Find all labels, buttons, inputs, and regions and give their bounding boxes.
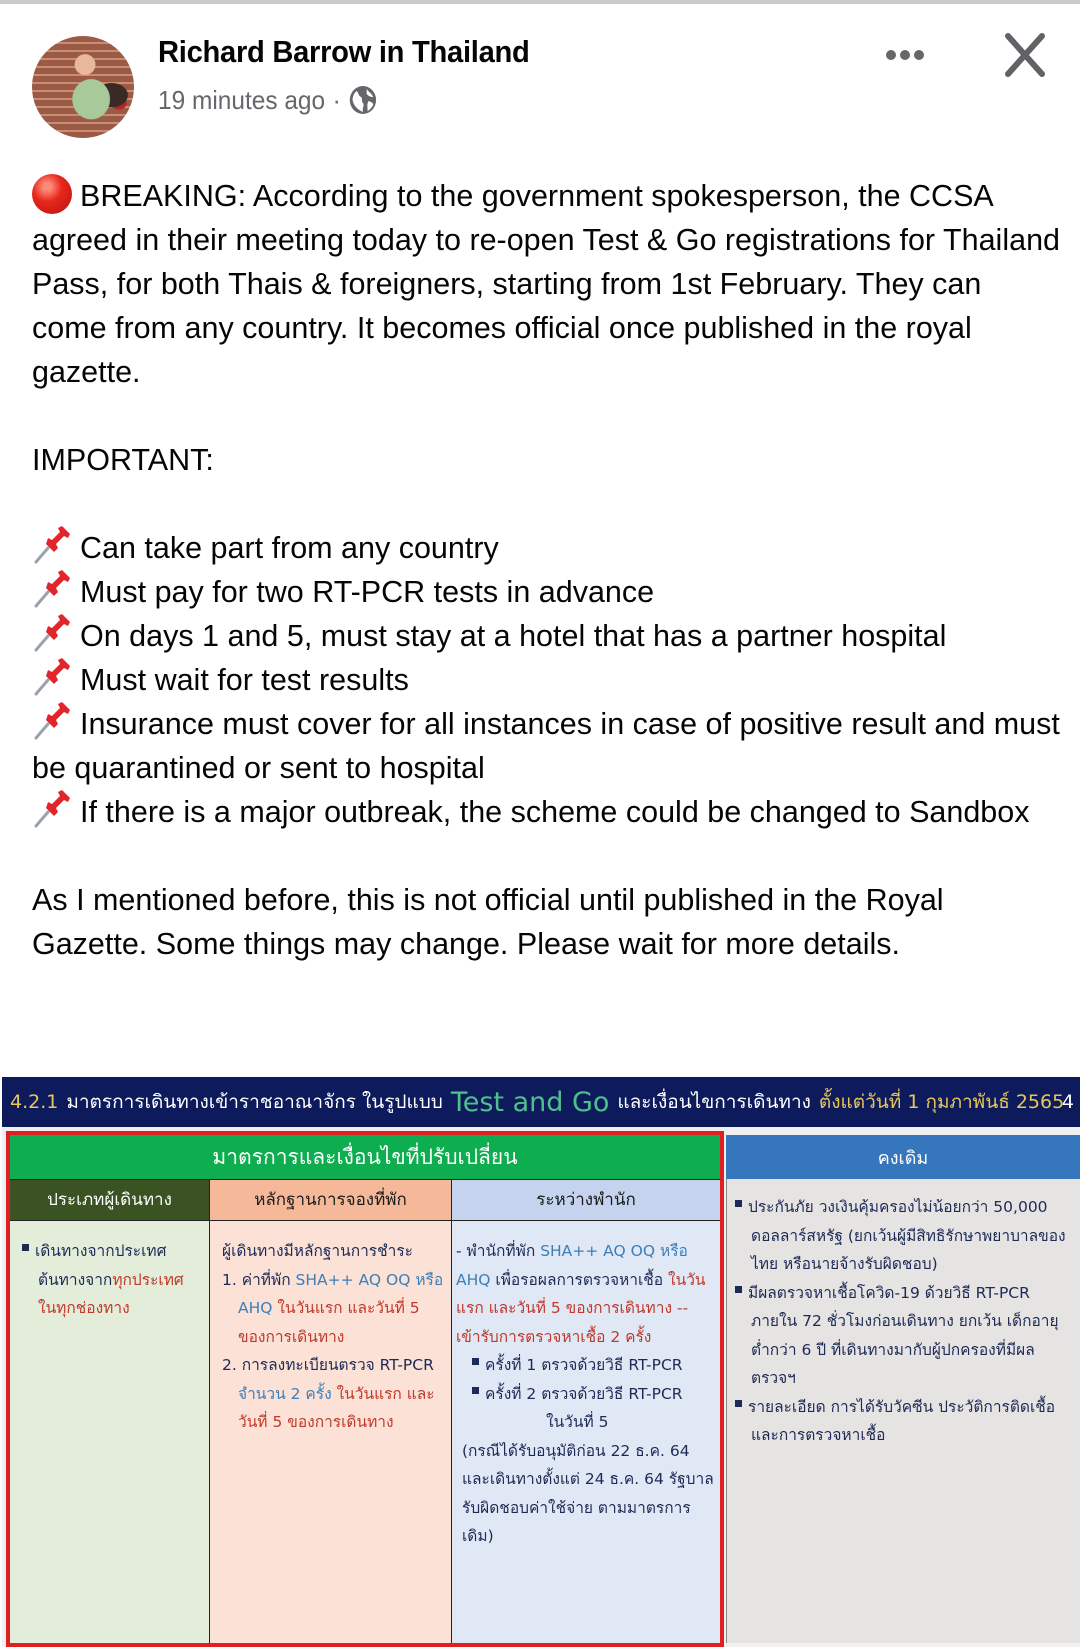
square-bullet-icon xyxy=(735,1200,742,1207)
pushpin-icon xyxy=(32,702,72,740)
bullet-list xyxy=(32,526,1062,834)
breaking-paragraph xyxy=(32,174,1062,394)
cell-line: ของการเดินทาง xyxy=(238,1327,345,1346)
close-icon[interactable] xyxy=(1000,30,1050,80)
changed-measures-highlight xyxy=(6,1131,724,1647)
cell-text: เพื่อรอผลการตรวจหาเชื้อ xyxy=(495,1270,664,1289)
cell-line: แรก และวันที่ 5 ของการเดินทาง -- xyxy=(456,1299,689,1317)
cell-line: รับผิดชอบค่าใช้จ่าย ตามมาตรการ xyxy=(462,1498,691,1517)
cell-text: ในวัน xyxy=(668,1270,706,1289)
pushpin-icon xyxy=(32,658,72,696)
cell-text: ครั้งที่ 2 ตรวจด้วยวิธี RT-PCR xyxy=(485,1384,683,1403)
cell-line: ผู้เดินทางมีหลักฐานการชำระ xyxy=(222,1242,413,1260)
cell-line: ไทย หรือนายจ้างรับผิดชอบ) xyxy=(751,1255,938,1273)
more-dot xyxy=(900,50,910,60)
cell-line: ตรวจฯ xyxy=(751,1369,796,1387)
cell-line: ต่ำกว่า 6 ปี ที่เดินทางมากับผู้ปกครองที่มีผล xyxy=(751,1340,1035,1359)
red-circle-icon xyxy=(32,174,72,214)
cell-line: ภายใน 72 ชั่วโมงก่อนเดินทาง ยกเว้น เด็กอายุ xyxy=(751,1312,1059,1330)
bullet-text: If there is a major outbreak, the scheme could be changed to Sandbox xyxy=(80,795,1030,829)
slide-title-date: ตั้งแต่วันที่ 1 กุมภาพันธ์ 2565 xyxy=(818,1091,1065,1113)
list-item xyxy=(32,570,1062,614)
cell-line: และเดินทางตั้งแต่ 24 ธ.ค. 64 รัฐบาล xyxy=(462,1470,714,1488)
column-body xyxy=(727,1179,1080,1450)
meta-separator: · xyxy=(332,84,341,115)
more-options-icon xyxy=(886,50,896,60)
slide-section-number: 4.2.1 xyxy=(10,1091,59,1113)
pushpin-icon xyxy=(32,570,72,608)
bullet-text: Can take part from any country xyxy=(80,531,499,565)
bullet-text: Must pay for two RT-PCR tests in advance xyxy=(80,575,655,609)
unchanged-header: คงเดิม xyxy=(726,1135,1080,1179)
cell-text: SHA++ AQ OQ หรือ xyxy=(295,1270,444,1289)
timestamp[interactable]: 19 minutes ago xyxy=(158,84,326,115)
cell-line: และการตรวจหาเชื้อ xyxy=(751,1426,886,1444)
cell-line: เดิม) xyxy=(462,1527,494,1545)
column-header: ระหว่างพำนัก xyxy=(452,1179,720,1221)
cell-line: 2. การลงทะเบียนตรวจ RT-PCR xyxy=(222,1356,434,1374)
list-item xyxy=(32,658,1062,702)
post-meta xyxy=(158,84,378,116)
slide-title-test-and-go: Test and Go xyxy=(450,1086,610,1118)
cell-text: - พำนักที่พัก xyxy=(456,1242,536,1260)
cell-text: รายละเอียด การได้รับวัคซีน ประวัติการติดเชื้อ xyxy=(748,1397,1056,1416)
slide-title xyxy=(2,1077,1080,1127)
cell-line xyxy=(735,1279,1074,1308)
slide-title-text: มาตรการเดินทางเข้าราชอาณาจักร ในรูปแบบ xyxy=(66,1091,443,1113)
list-item xyxy=(32,614,1062,658)
cell-line: วันที่ 5 ของการเดินทาง xyxy=(238,1413,394,1431)
cell-text: ต้นทางจาก xyxy=(38,1270,113,1289)
pushpin-icon xyxy=(32,790,72,828)
square-bullet-icon xyxy=(735,1400,742,1407)
column-header: หลักฐานการจองที่พัก xyxy=(210,1179,451,1221)
cell-line: ในวันที่ 5 xyxy=(546,1413,609,1431)
square-bullet-icon xyxy=(735,1286,742,1293)
avatar[interactable] xyxy=(32,36,134,138)
pushpin-icon xyxy=(32,614,72,652)
bullet-text: On days 1 and 5, must stay at a hotel that has a partner hospital xyxy=(80,619,947,653)
post-text xyxy=(32,174,1062,966)
cell-text: ทุกประเทศ xyxy=(112,1270,184,1289)
pushpin-icon xyxy=(32,526,72,564)
cell-line xyxy=(735,1193,1074,1222)
cell-line: (กรณีได้รับอนุมัติก่อน 22 ธ.ค. 64 xyxy=(462,1441,690,1460)
slide-title-conditions: และเงื่อนไขการเดินทาง xyxy=(617,1091,811,1113)
bullet-text: Insurance must cover for all instances in case of positive result and must be quarantined or sent to hospital xyxy=(32,707,1060,785)
post-image[interactable] xyxy=(2,1077,1080,1647)
changed-measures-header: มาตรการและเงื่อนไขที่ปรับเปลี่ยน xyxy=(10,1135,720,1179)
cell-text: AHQ xyxy=(456,1270,491,1289)
more-options-button[interactable] xyxy=(880,38,930,72)
globe-icon[interactable] xyxy=(348,84,378,116)
slide-page-number: 4 xyxy=(1061,1091,1074,1113)
more-dot xyxy=(914,50,924,60)
list-item xyxy=(32,526,1062,570)
cell-line: ในทุกช่องทาง xyxy=(38,1299,130,1317)
list-item xyxy=(32,790,1062,834)
breaking-text: BREAKING: According to the government spokesperson, the CCSA agreed in their meeting today to re-open Test & Go registrations for Thailand Pass, for both Thais & foreigners, starting from 1st February. They can come from any country. It becomes official once published in the royal gazette. xyxy=(32,179,1060,389)
cell-text: จำนวน 2 ครั้ง xyxy=(238,1384,332,1403)
column-header: ประเภทผู้เดินทาง xyxy=(10,1179,209,1221)
unchanged-column xyxy=(726,1179,1080,1643)
cell-text: AHQ xyxy=(238,1299,273,1317)
cell-line: เข้ารับการตรวจหาเชื้อ 2 ครั้ง xyxy=(456,1327,652,1346)
cell-text: มีผลตรวจหาเชื้อโควิด-19 ด้วยวิธี RT-PCR xyxy=(748,1283,1030,1302)
bullet-text: Must wait for test results xyxy=(80,663,409,697)
closing-paragraph: As I mentioned before, this is not official until published in the Royal Gazette. Some things may change. Please wait for more details. xyxy=(32,883,944,961)
cell-text: 1. ค่าที่พัก xyxy=(222,1270,291,1289)
cell-text: ประกันภัย วงเงินคุ้มครองไม่น้อยกว่า 50,000 xyxy=(748,1198,1048,1216)
post-header xyxy=(0,0,1080,150)
cell-text: SHA++ AQ OQ หรือ xyxy=(540,1242,688,1260)
cell-text: ครั้งที่ 1 ตรวจด้วยวิธี RT-PCR xyxy=(485,1356,683,1374)
author-name[interactable]: Richard Barrow in Thailand xyxy=(158,34,530,69)
cell-line xyxy=(735,1393,1074,1422)
cell-text: ในวันแรก และ xyxy=(336,1384,435,1403)
cell-text: ในวันแรก และวันที่ 5 xyxy=(277,1299,420,1317)
list-item xyxy=(32,702,1062,790)
cell-line: ดอลลาร์สหรัฐ (ยกเว้นผู้มีสิทธิรักษาพยาบาลของ xyxy=(751,1226,1066,1245)
important-label: IMPORTANT: xyxy=(32,443,214,477)
cell-text: เดินทางจากประเทศ xyxy=(35,1242,167,1260)
